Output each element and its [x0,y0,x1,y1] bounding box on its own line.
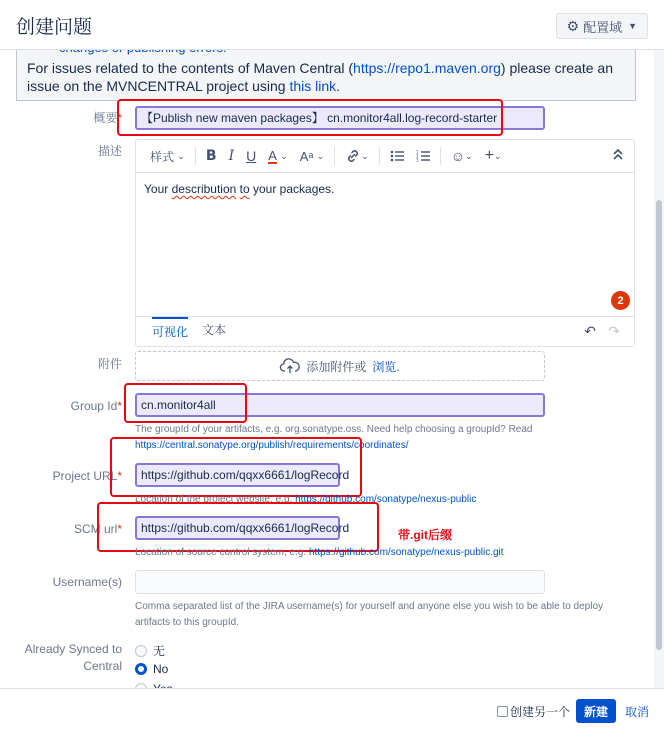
bullet-list-icon[interactable] [384,145,410,167]
group-id-label: Group Id* [70,399,122,413]
description-editor[interactable] [135,139,635,347]
this-link[interactable]: this link [289,78,337,94]
toolbar-separator [195,147,196,165]
maven-repo-link[interactable]: https://repo1.maven.org [353,60,501,76]
usernames-help: Comma separated list of the JIRA username(s) for yourself and anyone else you wish to be able to deploy artifacts to this groupId. [135,601,604,628]
attachment-dropzone[interactable] [135,351,545,381]
dialog-footer [0,688,664,732]
create-button[interactable]: 新建 [576,699,616,723]
editor-toolbar [136,140,634,173]
scm-url-help: Location of source control system, e.g. https://github.com/sonatype/nexus-public.git [135,547,504,558]
configure-fields-label: 配置域 [583,19,623,35]
numbered-list-icon[interactable] [410,145,436,167]
description-text[interactable]: Your describution to your packages. [144,182,335,196]
notice-text-prefix: For issues related to the contents of Maven Central ( [27,60,354,76]
radio-button-checked[interactable] [135,663,147,675]
svg-text:3: 3 [415,157,419,163]
link-icon[interactable]: ⌄ [339,145,375,167]
notice-text-middle: ) please create an issue on the MVNCENTRAL project using [27,60,613,94]
more-formatting-icon[interactable]: Aᵃ ⌄ [299,148,325,164]
project-url-label: Project URL* [52,469,122,483]
toolbar-separator [334,147,335,165]
editor-mode-bar [136,316,634,346]
radio-button[interactable] [135,645,147,657]
description-label: 描述 [97,144,122,158]
underline-icon[interactable]: U [246,148,257,164]
browse-link[interactable]: 浏览. [372,359,400,374]
summary-input[interactable]: 【Publish new maven packages】 cn.monitor4all.log-record-starter [135,106,545,130]
emoji-icon[interactable]: ☺ ⌄ [450,148,473,164]
text-color-icon[interactable]: A ⌄ [268,147,288,163]
dialog-title: 创建问题 [16,17,93,38]
svg-text:2: 2 [415,153,419,159]
bold-icon[interactable]: B [205,148,217,164]
scm-url-label: SCM url* [73,522,122,536]
dialog-body [0,50,664,688]
create-another-checkbox[interactable]: 创建另一个 [497,703,570,720]
attachment-label: 附件 [97,357,122,371]
toolbar-separator [379,147,380,165]
notice-text-suffix: . [336,78,341,94]
upload-cloud-icon [280,358,300,374]
collapse-toolbar-icon[interactable] [612,148,624,165]
group-id-help: The groupId of your artifacts, e.g. org.sonatype.oss. Need help choosing a groupId? Read https://central.sonatype.org/publish/requirements/coordinates/ [135,422,605,454]
toolbar-separator [440,147,441,165]
radio-option-no[interactable]: No [135,662,168,676]
tab-visual[interactable]: 可视化 [152,317,188,344]
svg-text:1: 1 [415,149,419,155]
already-synced-label: Already Synced to Central [24,642,122,673]
scm-url-input[interactable]: https://github.com/qqxx6661/logRecord [135,516,340,540]
project-url-help: Location of the project website, e.g. https://github.com/sonatype/nexus-public [135,494,477,505]
nexus-public-link[interactable]: https://github.com/sonatype/nexus-public [295,494,477,505]
insert-more-icon[interactable]: + ⌄ [484,147,502,164]
caret-down-icon: ▼ [628,21,637,31]
configure-fields-button[interactable] [556,13,649,39]
usernames-input[interactable] [135,570,545,594]
coordinates-link[interactable]: https://central.sonatype.org/publish/requirements/coordinates/ [135,440,409,451]
undo-icon[interactable]: ↶ [584,323,596,339]
notification-badge: 2 [611,291,630,310]
annotation-note: 带.git后缀 [398,528,452,542]
nexus-public-git-link[interactable]: https://github.com/sonatype/nexus-public.git [308,547,504,558]
scrollbar-thumb[interactable] [656,200,662,650]
redo-icon[interactable]: ↷ [608,323,620,339]
gear-icon: ⚙ [566,17,580,34]
radio-option-none[interactable]: 无 [135,642,165,659]
attachment-text: 添加附件或 [306,359,367,374]
dialog-header [0,0,664,50]
summary-label: 概要* [93,111,122,125]
tab-text[interactable]: 文本 [202,323,227,337]
group-id-input[interactable]: cn.monitor4all [135,393,545,417]
style-dropdown[interactable]: 样式 ⌄ [150,149,185,164]
usernames-label: Username(s) [52,575,122,589]
maven-notice [16,50,636,101]
project-url-input[interactable]: https://github.com/qqxx6661/logRecord [135,463,340,487]
checkbox[interactable] [497,706,508,717]
cancel-link[interactable]: 取消 [625,705,650,719]
italic-icon[interactable]: I [228,148,235,164]
